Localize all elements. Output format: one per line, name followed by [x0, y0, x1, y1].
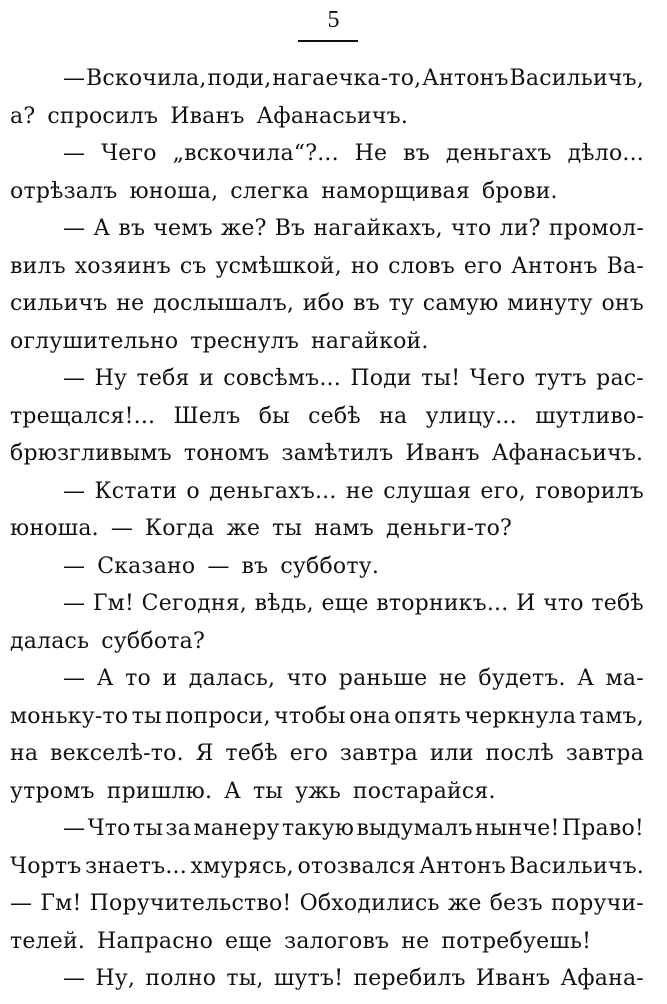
- text-word: отрѣзалъ: [10, 178, 118, 204]
- text-word: тебѣ: [591, 591, 644, 616]
- text-word: Напрасно: [97, 928, 214, 954]
- text-word: выдумалъ: [356, 816, 473, 841]
- text-word: „вскочила“?...: [172, 141, 339, 166]
- text-word: ужь: [295, 778, 341, 804]
- text-line: [10, 60, 644, 98]
- text-line: [10, 210, 644, 248]
- text-line: [10, 735, 644, 773]
- text-word: и: [199, 366, 214, 391]
- text-word: нагайкахъ,: [313, 216, 443, 241]
- text-word: за: [165, 816, 192, 841]
- text-word: векселѣ-то.: [50, 741, 184, 766]
- text-word: промол-: [548, 216, 644, 241]
- text-line: [10, 135, 644, 173]
- page-number-rule: [298, 40, 358, 42]
- text-word: не: [401, 928, 430, 954]
- text-word: съ: [179, 253, 207, 279]
- text-word: не: [116, 291, 145, 316]
- text-word: Афанасьичъ.: [491, 441, 644, 466]
- text-word: чтобы: [274, 703, 346, 729]
- text-word: Антонъ: [511, 253, 598, 279]
- text-word: Я: [195, 741, 214, 766]
- text-word: —: [63, 66, 86, 91]
- text-line: [10, 960, 644, 998]
- text-line: [10, 773, 644, 811]
- text-word: замѣтилъ: [281, 441, 394, 466]
- text-word: телей.: [10, 928, 86, 954]
- text-word: на: [10, 741, 39, 766]
- text-line: [10, 848, 644, 886]
- text-word: Когда: [145, 516, 215, 541]
- text-word: слегка: [230, 178, 310, 204]
- text-word: суббота?: [101, 628, 205, 654]
- text-line: [10, 510, 644, 548]
- text-word: нагайкой.: [311, 328, 429, 354]
- text-word: въ: [403, 141, 430, 166]
- text-word: ты: [272, 516, 303, 541]
- text-word: Чего: [101, 141, 157, 166]
- text-word: далась,: [188, 666, 276, 691]
- text-word: юноша.: [10, 516, 99, 541]
- text-word: самую: [422, 291, 499, 316]
- text-word: въ: [118, 216, 146, 241]
- text-word: шутъ!: [273, 966, 344, 991]
- text-word: въ: [353, 291, 380, 316]
- text-word: —: [207, 553, 230, 579]
- text-word: же?: [220, 216, 267, 241]
- text-word: бы: [258, 403, 290, 429]
- text-word: вилъ: [10, 253, 66, 279]
- text-word: деньги-то?: [385, 516, 513, 541]
- text-word: Шелъ: [173, 403, 241, 429]
- text-word: Антонъ: [419, 853, 506, 879]
- text-word: залоговъ: [284, 928, 390, 954]
- text-word: Ну,: [95, 966, 136, 991]
- text-word: минуту: [507, 291, 593, 316]
- text-word: она: [349, 703, 391, 729]
- text-word: потребуешь!: [441, 928, 592, 954]
- text-line: [10, 323, 644, 361]
- text-word: Афанасьичъ.: [256, 103, 409, 129]
- text-word: не: [438, 666, 467, 691]
- page-number: 5: [327, 7, 340, 33]
- text-word: дослышалъ,: [152, 291, 295, 316]
- text-word: ибо: [302, 291, 345, 316]
- text-word: вѣдь,: [254, 591, 314, 616]
- text-word: А: [93, 216, 111, 241]
- text-word: что: [543, 591, 584, 616]
- text-word: —: [10, 891, 33, 916]
- text-line: [10, 923, 644, 961]
- text-line: [10, 248, 644, 286]
- text-word: деньгахъ: [445, 141, 552, 166]
- text-word: рас-: [596, 366, 644, 391]
- text-line: [10, 435, 644, 473]
- text-word: Кстати: [94, 478, 178, 504]
- text-word: нынче!: [475, 816, 560, 841]
- text-line: [10, 285, 644, 323]
- text-word: субботу.: [280, 553, 380, 579]
- text-line: [10, 585, 644, 623]
- text-word: завтра: [339, 741, 418, 766]
- text-word: себѣ: [308, 403, 361, 429]
- text-line: [10, 623, 644, 661]
- text-word: слушая: [383, 478, 472, 504]
- text-word: далась: [10, 628, 90, 654]
- text-word: Иванъ: [405, 441, 480, 466]
- text-word: Гм!: [40, 891, 82, 916]
- text-word: поручи-: [550, 891, 644, 916]
- text-word: наморщивая: [321, 178, 470, 204]
- text-word: въ: [241, 553, 269, 579]
- text-word: черкнула: [464, 703, 577, 729]
- text-word: Право!: [561, 816, 644, 841]
- text-word: словъ: [388, 253, 455, 279]
- text-line: [10, 698, 644, 736]
- text-word: Поручительство!: [89, 891, 292, 916]
- text-word: ты!: [421, 366, 461, 391]
- text-line: [10, 98, 644, 136]
- text-word: Васильичъ,: [509, 66, 644, 91]
- text-word: раньше: [338, 666, 428, 691]
- text-word: отозвался: [297, 853, 416, 879]
- text-word: улицу...: [425, 403, 517, 429]
- text-word: ма-: [605, 666, 644, 691]
- text-word: его,: [480, 478, 526, 504]
- text-line: [10, 398, 644, 436]
- text-word: тутъ: [534, 366, 587, 391]
- text-word: Не: [354, 141, 388, 166]
- text-word: говорилъ: [535, 478, 644, 504]
- text-line: [10, 548, 644, 586]
- text-word: шутливо-: [535, 403, 644, 429]
- text-word: И: [516, 591, 536, 616]
- text-word: треснулъ: [190, 328, 300, 354]
- text-line: [10, 810, 644, 848]
- text-word: брови.: [481, 178, 558, 204]
- text-word: нагаечка-то,: [272, 66, 422, 91]
- text-word: ты,: [226, 966, 264, 991]
- text-word: А: [224, 778, 242, 804]
- text-word: такую: [281, 816, 355, 841]
- text-word: но: [350, 253, 380, 279]
- text-word: брюзгливымъ: [10, 441, 172, 466]
- text-word: манеру: [193, 816, 280, 841]
- text-word: совсѣмъ...: [223, 366, 341, 391]
- text-word: ту: [388, 291, 415, 316]
- text-line: [10, 473, 644, 511]
- text-word: или: [429, 741, 474, 766]
- text-word: о: [186, 478, 200, 504]
- text-word: —: [63, 966, 86, 991]
- text-word: завтра: [565, 741, 644, 766]
- text-word: его: [463, 253, 503, 279]
- text-word: на: [379, 403, 408, 429]
- text-word: сильичъ: [10, 291, 108, 316]
- text-word: тебѣ: [225, 741, 278, 766]
- text-body: [10, 60, 644, 998]
- text-word: то: [125, 666, 151, 691]
- text-word: ли?: [499, 216, 541, 241]
- text-word: безъ: [489, 891, 543, 916]
- text-word: юноша,: [129, 178, 219, 204]
- text-word: Афана-: [560, 966, 644, 991]
- text-word: намъ: [314, 516, 374, 541]
- text-line: [10, 173, 644, 211]
- text-word: хозяинъ: [74, 253, 171, 279]
- text-word: Что: [87, 816, 131, 841]
- text-word: —: [63, 666, 86, 691]
- text-word: перебилъ: [353, 966, 466, 991]
- text-word: —: [63, 591, 86, 616]
- text-word: хмурясь,: [190, 853, 294, 879]
- text-word: деньгахъ...: [209, 478, 337, 504]
- text-word: попроси,: [165, 703, 271, 729]
- text-word: послѣ: [485, 741, 555, 766]
- text-line: [10, 660, 644, 698]
- text-word: еще: [225, 928, 273, 954]
- text-word: Чего: [469, 366, 526, 391]
- text-word: еще: [321, 591, 369, 616]
- text-word: Сказано: [97, 553, 196, 579]
- text-word: Васильичъ.: [509, 853, 644, 879]
- text-word: Иванъ: [475, 966, 551, 991]
- text-word: А: [96, 666, 114, 691]
- text-word: Обходились: [299, 891, 440, 916]
- text-word: онъ: [601, 291, 644, 316]
- text-word: —: [63, 553, 86, 579]
- text-word: же: [226, 516, 261, 541]
- text-word: Чортъ: [10, 853, 82, 879]
- text-word: а?: [10, 103, 36, 129]
- text-word: вторникъ...: [376, 591, 509, 616]
- text-word: что: [450, 216, 492, 241]
- text-word: Ва-: [606, 253, 644, 279]
- text-word: дѣло...: [567, 141, 644, 166]
- text-word: Гм!: [92, 591, 134, 616]
- text-word: чемъ: [153, 216, 213, 241]
- text-word: Сегодня,: [141, 591, 247, 616]
- text-word: Иванъ: [170, 103, 245, 129]
- text-word: ты: [131, 703, 162, 729]
- text-word: будетъ.: [478, 666, 566, 691]
- text-word: моньку-то: [10, 703, 129, 729]
- text-word: же: [447, 891, 482, 916]
- text-word: усмѣшкой,: [215, 253, 342, 279]
- text-word: Поди: [350, 366, 412, 391]
- text-word: полно: [145, 966, 217, 991]
- text-word: не: [345, 478, 374, 504]
- text-word: и: [162, 666, 178, 691]
- text-word: Ну: [94, 366, 128, 391]
- text-word: Антонъ: [422, 66, 509, 91]
- text-word: Вскочила,: [85, 66, 207, 91]
- text-word: —: [63, 216, 86, 241]
- text-word: —: [63, 366, 86, 391]
- text-word: Въ: [274, 216, 306, 241]
- text-word: трещался!...: [10, 403, 156, 429]
- text-word: знаетъ...: [85, 853, 187, 879]
- text-word: ты: [133, 816, 164, 841]
- text-word: поди,: [207, 66, 272, 91]
- text-word: —: [63, 141, 86, 166]
- text-word: —: [110, 516, 134, 541]
- text-word: тономъ: [183, 441, 270, 466]
- text-word: утромъ: [10, 778, 95, 804]
- text-line: [10, 360, 644, 398]
- text-word: опять: [394, 703, 462, 729]
- text-word: постарайся.: [352, 778, 496, 804]
- text-word: тамъ,: [579, 703, 644, 729]
- text-word: пришлю.: [106, 778, 213, 804]
- text-word: что: [286, 666, 328, 691]
- text-word: —: [63, 816, 86, 841]
- text-word: тебя: [136, 366, 190, 391]
- text-word: ты: [253, 778, 284, 804]
- text-word: оглушительно: [10, 328, 179, 354]
- text-word: А: [577, 666, 595, 691]
- text-word: его: [289, 741, 329, 766]
- text-word: —: [63, 478, 86, 504]
- text-line: [10, 885, 644, 923]
- text-word: спросилъ: [47, 103, 159, 129]
